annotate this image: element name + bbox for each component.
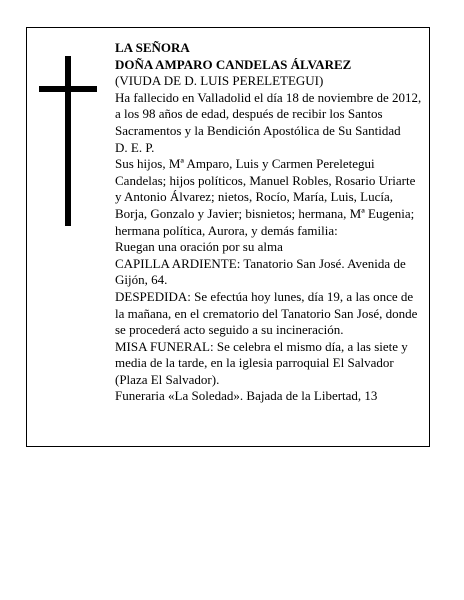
cross-vertical-bar	[65, 56, 71, 226]
title-line: LA SEÑORA	[115, 40, 190, 55]
dep-line: D. E. P.	[115, 139, 155, 155]
obituary-notice	[26, 27, 430, 447]
funeral-home: Funeraria «La Soledad». Bajada de la Libertad, 13	[115, 388, 378, 404]
prayer-request: Ruegan una oración por su alma	[115, 239, 283, 255]
death-announcement: Ha fallecido en Valladolid el día 18 de noviembre de 2012, a los 98 años de edad, después de recibir los Santos Sacramentos y la Bendición Apostólica de Su Santidad	[115, 89, 422, 138]
notice-text	[115, 40, 425, 405]
family-list: Sus hijos, Mª Amparo, Luis y Carmen Pereletegui Candelas; hijos políticos, Manuel Robles, Rosario Uriarte y Antonio Álvarez; nietos, Rocío, María, Luis, Lucía, Borja, Gonzalo y Javier; bisnietos; hermana, Mª Eugenia; hermana política, Aurora, y demás familia:	[115, 156, 416, 238]
despedida: DESPEDIDA: Se efectúa hoy lunes, día 19, a las once de la mañana, en el crematorio del Tanatorio San José, donde se procederá acto seguido a su incineración.	[115, 288, 418, 338]
cross-icon	[39, 56, 97, 226]
widow-of-line: (VIUDA DE D. LUIS PERELETEGUI)	[115, 73, 324, 89]
capilla-ardiente: CAPILLA ARDIENTE: Tanatorio San José. Avenida de Gijón, 64.	[115, 255, 406, 288]
misa-funeral: MISA FUNERAL: Se celebra el mismo día, a las siete y media de la tarde, en la iglesia parroquial El Salvador (Plaza El Salvador).	[115, 338, 408, 387]
deceased-name: DOÑA AMPARO CANDELAS ÁLVAREZ	[115, 56, 352, 72]
cross-horizontal-bar	[39, 86, 97, 92]
